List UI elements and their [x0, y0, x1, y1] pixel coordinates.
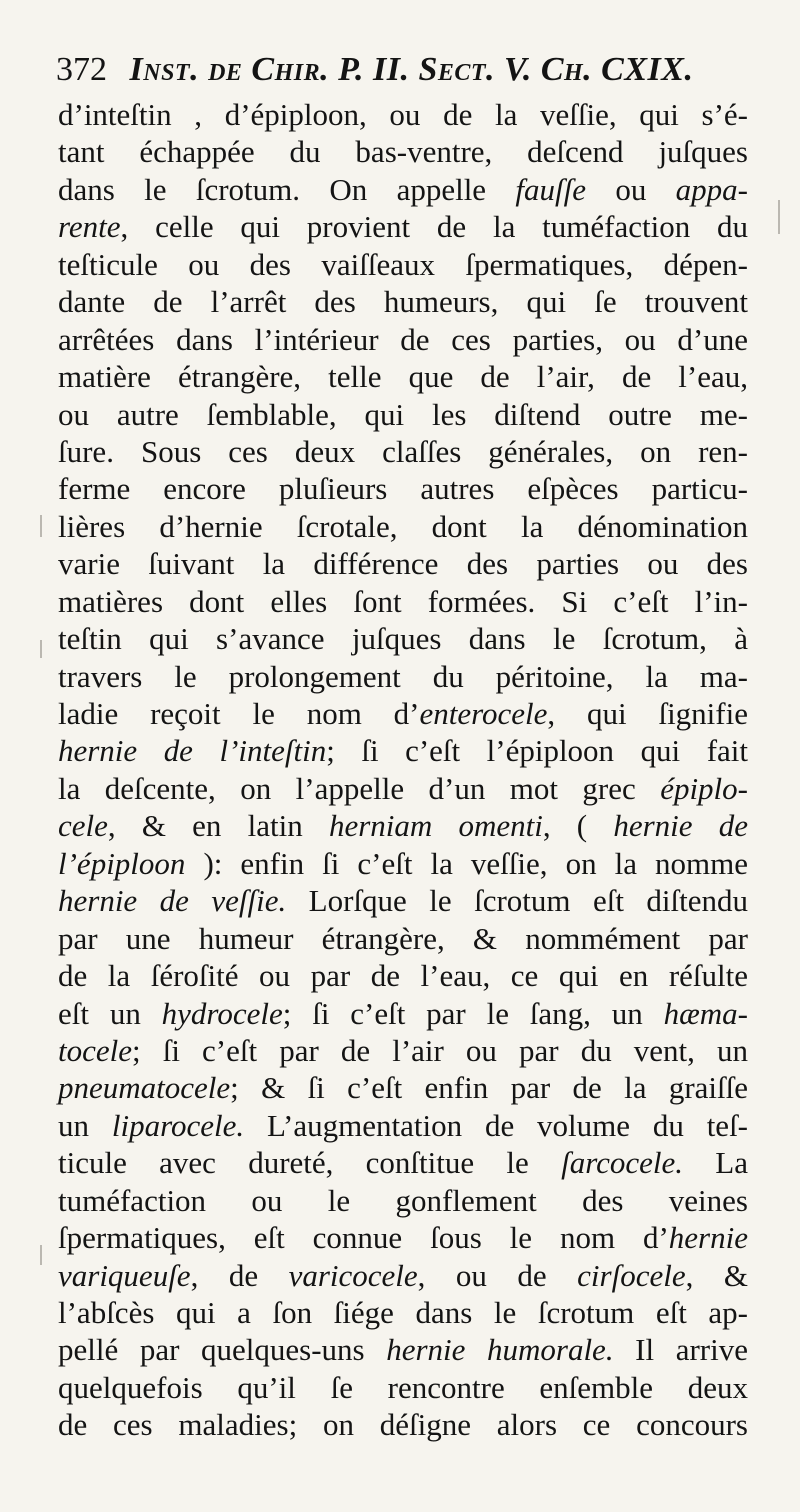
text-run: ferme encore pluſieurs autres eſpèces particu- — [58, 471, 748, 507]
italic-term: varicocele — [288, 1257, 418, 1293]
text-run: la deſcente, on l’appelle d’un mot grec — [58, 770, 661, 806]
margin-mark — [40, 640, 42, 658]
text-line — [58, 133, 748, 170]
text-run: ticule avec dureté, conſtitue le — [58, 1145, 562, 1181]
italic-term: cele — [58, 808, 108, 844]
text-run: matières dont elles ſont formées. Si c’eſt l’in- — [58, 583, 748, 619]
text-line — [58, 1069, 748, 1106]
text-run: de la ſéroſité ou par de l’eau, ce qui en réſulte — [58, 958, 748, 994]
text-line — [58, 470, 748, 507]
italic-term: pneumatocele — [58, 1070, 231, 1106]
text-run: ſure. Sous ces deux claſſes générales, on ren- — [58, 433, 748, 469]
text-line — [58, 882, 748, 919]
italic-term: l’épiploon — [58, 845, 186, 881]
text-line — [58, 396, 748, 433]
text-run: La — [683, 1145, 748, 1181]
text-line — [58, 732, 748, 769]
italic-term: rente — [58, 209, 121, 245]
italic-term: épiplo- — [660, 770, 748, 806]
text-run: quelquefois qu’il ſe rencontre enſemble deux — [58, 1369, 748, 1405]
text-run: Il arrive — [613, 1332, 748, 1368]
text-line — [58, 957, 748, 994]
text-run: ſpermatiques, eſt connue ſous le nom d’ — [58, 1220, 669, 1256]
italic-term: herniam omenti — [328, 808, 543, 844]
body-text — [58, 96, 748, 1444]
text-line — [58, 208, 748, 245]
text-line — [58, 1369, 748, 1406]
text-run: , qui ſignifie — [547, 696, 748, 731]
text-run: , & en latin — [107, 808, 329, 844]
page-number: 372 — [56, 51, 107, 88]
text-run: l’abſcès qui a ſon ſiége dans le ſcrotum eſt ap- — [58, 1295, 748, 1330]
text-line — [58, 1107, 748, 1144]
text-run: ; ſi c’eſt par le ſang, un — [282, 995, 664, 1031]
text-run: d’inteſtin , d’épiploon, ou de la veſſie, qui s’é- — [58, 97, 748, 132]
text-run: eſt un — [58, 995, 162, 1031]
italic-term: hernie humorale. — [386, 1332, 614, 1368]
text-line — [58, 433, 748, 470]
text-line — [58, 508, 748, 545]
text-line — [58, 1144, 748, 1181]
text-line — [58, 1182, 748, 1219]
text-run: ladie reçoit le nom d’ — [58, 696, 420, 731]
text-line — [58, 96, 748, 133]
italic-term: hernie — [668, 1220, 748, 1256]
text-run: ou autre ſemblable, qui les diſtend outre me- — [58, 396, 748, 432]
text-line — [58, 1331, 748, 1368]
text-run: tuméfaction ou le gonflement des veines — [58, 1182, 748, 1218]
text-run: ou — [586, 171, 676, 207]
text-run: matière étrangère, telle que de l’air, de l’eau, — [58, 359, 748, 395]
text-line — [58, 995, 748, 1032]
text-run: L’augmentation de volume du teſ- — [244, 1107, 748, 1143]
text-line — [58, 807, 748, 844]
margin-mark — [40, 1245, 42, 1265]
italic-term: fauſſe — [515, 171, 587, 207]
text-run: un — [58, 1107, 112, 1143]
text-run: , celle qui provient de la tuméfaction du — [120, 209, 748, 245]
text-line — [58, 1257, 748, 1294]
italic-term: appa- — [675, 171, 748, 207]
text-run: ; ſi c’eſt par de l’air ou par du vent, un — [132, 1032, 748, 1068]
text-line — [58, 920, 748, 957]
text-line — [58, 770, 748, 807]
italic-term: ſarcocele. — [561, 1145, 684, 1181]
text-run: travers le prolongement du péritoine, la ma- — [58, 658, 748, 694]
italic-term: variqueuſe — [58, 1257, 191, 1293]
text-run: , de — [190, 1257, 289, 1293]
text-line — [58, 620, 748, 657]
text-run: par une humeur étrangère, & nommément par — [58, 920, 748, 956]
text-run: lières d’hernie ſcrotale, dont la dénomination — [58, 508, 748, 544]
text-line — [58, 658, 748, 695]
text-run: , & — [685, 1257, 748, 1293]
text-run: teſticule ou des vaiſſeaux ſpermatiques, dépen- — [58, 246, 748, 282]
text-run: varie ſuivant la différence des parties ou des — [58, 546, 748, 582]
text-run: Lorſque le ſcrotum eſt diſtendu — [286, 883, 748, 919]
italic-term: liparocele. — [111, 1107, 245, 1143]
margin-mark — [40, 515, 42, 537]
text-line — [58, 545, 748, 582]
text-run: de ces maladies; on déſigne alors ce concours — [58, 1407, 748, 1443]
text-run: tant échappée du bas-ventre, deſcend juſques — [58, 134, 748, 170]
italic-term: cirſocele — [577, 1257, 686, 1293]
text-run: dans le ſcrotum. On appelle — [58, 171, 516, 207]
text-run: teſtin qui s’avance juſques dans le ſcrotum, à — [58, 621, 748, 657]
text-line — [58, 358, 748, 395]
text-run: , ( — [542, 808, 614, 844]
margin-mark — [778, 200, 780, 234]
text-run: pellé par quelques-uns — [58, 1332, 387, 1368]
italic-term: hernie de veſſie. — [58, 883, 287, 919]
text-run: ; & ſi c’eſt enfin par de la graiſſe — [230, 1070, 748, 1106]
text-line — [58, 583, 748, 620]
text-line — [58, 171, 748, 208]
text-line — [58, 321, 748, 358]
text-run: ; ſi c’eſt l’épiploon qui fait — [326, 733, 748, 769]
text-line — [58, 246, 748, 283]
running-header — [56, 48, 756, 92]
text-line — [58, 1294, 748, 1331]
text-line — [58, 1406, 748, 1443]
italic-term: hydrocele — [161, 995, 283, 1031]
italic-term: enterocele — [419, 696, 548, 731]
italic-term: hernie de l’inteſtin — [58, 733, 327, 769]
text-run: arrêtées dans l’intérieur de ces parties, ou d’une — [58, 321, 748, 357]
text-line — [58, 845, 748, 882]
text-line — [58, 695, 748, 732]
running-head: Inst. de Chir. P. II. Sect. V. Ch. CXIX. — [129, 51, 694, 88]
italic-term: hernie de — [613, 808, 748, 844]
text-run: dante de l’arrêt des humeurs, qui ſe trouvent — [58, 284, 748, 320]
text-run: ): enfin ſi c’eſt la veſſie, on la nomme — [185, 845, 748, 881]
text-run: , ou de — [417, 1257, 578, 1293]
text-line — [58, 283, 748, 320]
text-line — [58, 1032, 748, 1069]
italic-term: tocele — [58, 1032, 133, 1068]
text-line — [58, 1219, 748, 1256]
italic-term: hæma- — [663, 995, 748, 1031]
